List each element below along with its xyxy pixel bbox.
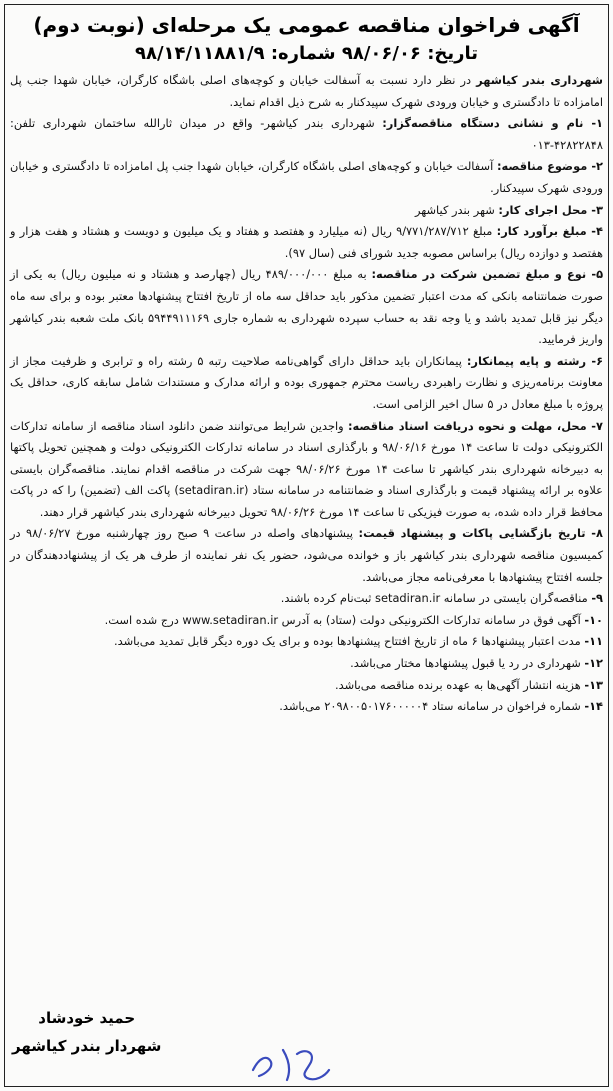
item-6 [10,351,603,416]
item-text: آسفالت خیابان و کوچه‌های اصلی باشگاه کارگران، خیابان شهدا جنب پل امامزاده تا دادگستری و خیابان ورودی شهرک سپیدکنار. [10,159,603,195]
notice-content [10,10,603,718]
item-label: ۸- تاریخ بازگشایی پاکات و پیشنهاد قیمت: [358,526,603,541]
item-label: ۵- نوع و مبلغ تضمین شرکت در مناقصه: [371,267,604,282]
item-11 [10,631,603,653]
item-label: ۱۱- [584,634,603,649]
item-text: شماره فراخوان در سامانه ستاد ۲۰۹۸۰۰۵۰۱۷۶۰۰۰۰۰۴ می‌باشد. [279,699,585,714]
item-9 [10,588,603,610]
item-text: شهرداری بندر کیاشهر- واقع در میدان ثارالله ساختمان شهرداری تلفن: ۴۲۸۲۲۸۴۸-۰۱۳ [10,116,603,152]
item-label: ۱۴- [584,699,603,714]
item-label: ۹- [591,591,603,606]
item-1 [10,113,603,156]
item-text: مناقصه‌گران بایستی در سامانه setadiran.ir ثبت‌نام کرده باشند. [280,591,592,606]
item-14 [10,696,603,718]
item-label: ۱- نام و نشانی دستگاه مناقصه‌گزار: [382,116,603,131]
item-10 [10,610,603,632]
item-label: ۴- مبلغ برآورد کار: [496,224,603,239]
item-5 [10,264,603,350]
item-7 [10,416,603,524]
signatory-role: شهردار بندر کیاشهر [12,1037,162,1055]
item-text: پیشنهادهای واصله در ساعت ۹ صبح روز چهارشنبه مورخ ۹۸/۰۶/۲۷ در کمیسیون مناقصه شهرداری بندر کیاشهر باز و خوانده می‌شود، حضور یک نفر نماینده از طرف هر یک از پیشنهاددهندگان در جلسه افتتاح پیشنهادها با معرفی‌نامه مجاز می‌باشد. [10,526,603,584]
item-label: ۱۳- [584,677,603,692]
item-text: پیمانکاران باید حداقل دارای گواهی‌نامه صلاحیت رتبه ۵ رشته راه و ترابری و ظرفیت مجاز از معاونت برنامه‌ریزی و نظارت راهبردی ریاست محترم جمهوری بوده و ارائه مدارک و مستندات شامل سابقه کاری، حداقل یک پروژه با مبلغ معادل در ۵ سال اخیر الزامی است. [10,353,603,411]
item-label: ۳- محل اجرای کار: [498,202,603,217]
item-12 [10,653,603,675]
item-text: به مبلغ ۴۸۹/۰۰۰/۰۰۰ ریال (چهارصد و هشتاد و نه میلیون ریال) به یکی از صورت ضمانتنامه بانکی که مدت اعتبار تضمین مذکور باید حداقل سه ماه از تاریخ افتتاح پیشنهادها معتبر بوده و برای سه ماه دیگر نیز قابل تمدید باشد و یا وجه نقد به حساب سپرده شهرداری به شماره جاری ۵۹۴۴۹۱۱۱۶۹ بانک ملت شعبه بندر کیاشهر واریز فرمایید. [10,267,604,347]
item-label: ۶- رشته و پایه پیمانکار: [466,353,604,368]
item-label: ۲- موضوع مناقصه: [496,159,603,174]
notice-title: آگهی فراخوان مناقصه عمومی یک مرحله‌ای (نوبت دوم) [33,13,580,37]
notice-date-number: تاریخ: ۹۸/۰۶/۰۶ شماره: ۹۸/۱۴/۱۱۸۸۱/۹ [135,43,478,64]
item-text: مدت اعتبار پیشنهادها ۶ ماه از تاریخ افتتاح پیشنهادها بوده و برای یک دوره دیگر قابل تمدید می‌باشد. [113,634,585,649]
item-13 [10,675,603,697]
intro-paragraph [10,70,603,113]
item-text: مبلغ ۹/۷۷۱/۲۸۷/۷۱۲ ریال (نه میلیارد و هفتصد و هفتاد و یک میلیون و دویست و هشتاد و هفت هزار و هفتصد و دوازده ریال) براساس مصوبه جدید شورای فنی (سال ۹۷). [10,224,603,260]
item-8 [10,523,603,588]
item-label: ۱۲- [584,656,603,671]
signature-block [12,1004,161,1060]
item-label: ۱۰- [584,612,603,627]
item-4 [10,221,603,264]
item-text: آگهی فوق در سامانه تدارکات الکترونیکی دولت (ستاد) به آدرس www.setadiran.ir درج شده است. [104,612,585,627]
signatory-name: حمید خودشاد [38,1009,136,1027]
item-text: شهر بندر کیاشهر [414,202,499,217]
handwritten-mark-icon [245,1040,335,1085]
item-2 [10,156,603,199]
item-label: ۷- محل، مهلت و نحوه دریافت اسناد مناقصه: [347,418,603,433]
item-text: شهرداری در رد یا قبول پیشنهادها مختار می‌باشد. [350,656,585,671]
item-text: واجدین شرایط می‌توانند ضمن دانلود اسناد مناقصه از سامانه تدارکات الکترونیکی دولت تا ساعت ۱۴ مورخ ۹۸/۰۶/۱۶ و بارگذاری اسناد در سامانه تدارکات الکترونیکی دولت و همچنین تحویل پاکتها به دبیرخانه شهرداری بندر کیاشهر تا ساعت ۱۴ مورخ ۹۸/۰۶/۲۶ جهت شرکت در مناقصه اقدام نمایند. مناقصه‌گران بایستی علاوه بر ارائه پیشنهاد قیمت و بارگذاری اسناد و ضمانتنامه در سامانه ستاد (setadiran.ir) پاکت الف (تضمین) را که در پاکت محافظ قرار داده شده، به صورت فیزیکی تا ساعت ۱۴ مورخ ۹۸/۰۶/۲۶ تحویل دبیرخانه شهرداری بندر کیاشهر قرار دهند. [10,418,603,519]
item-3 [10,200,603,222]
item-text: هزینه انتشار آگهی‌ها به عهده برنده مناقصه می‌باشد. [335,677,585,692]
intro-text: در نظر دارد نسبت به آسفالت خیابان و کوچه‌های اصلی باشگاه کارگران، خیابان شهدا جنب پل امامزاده تا دادگستری و خیابان ورودی شهرک سپیدکنار به شرح ذیل اقدام نماید. [10,73,603,109]
intro-issuer: شهرداری بندر کیاشهر [476,73,603,87]
